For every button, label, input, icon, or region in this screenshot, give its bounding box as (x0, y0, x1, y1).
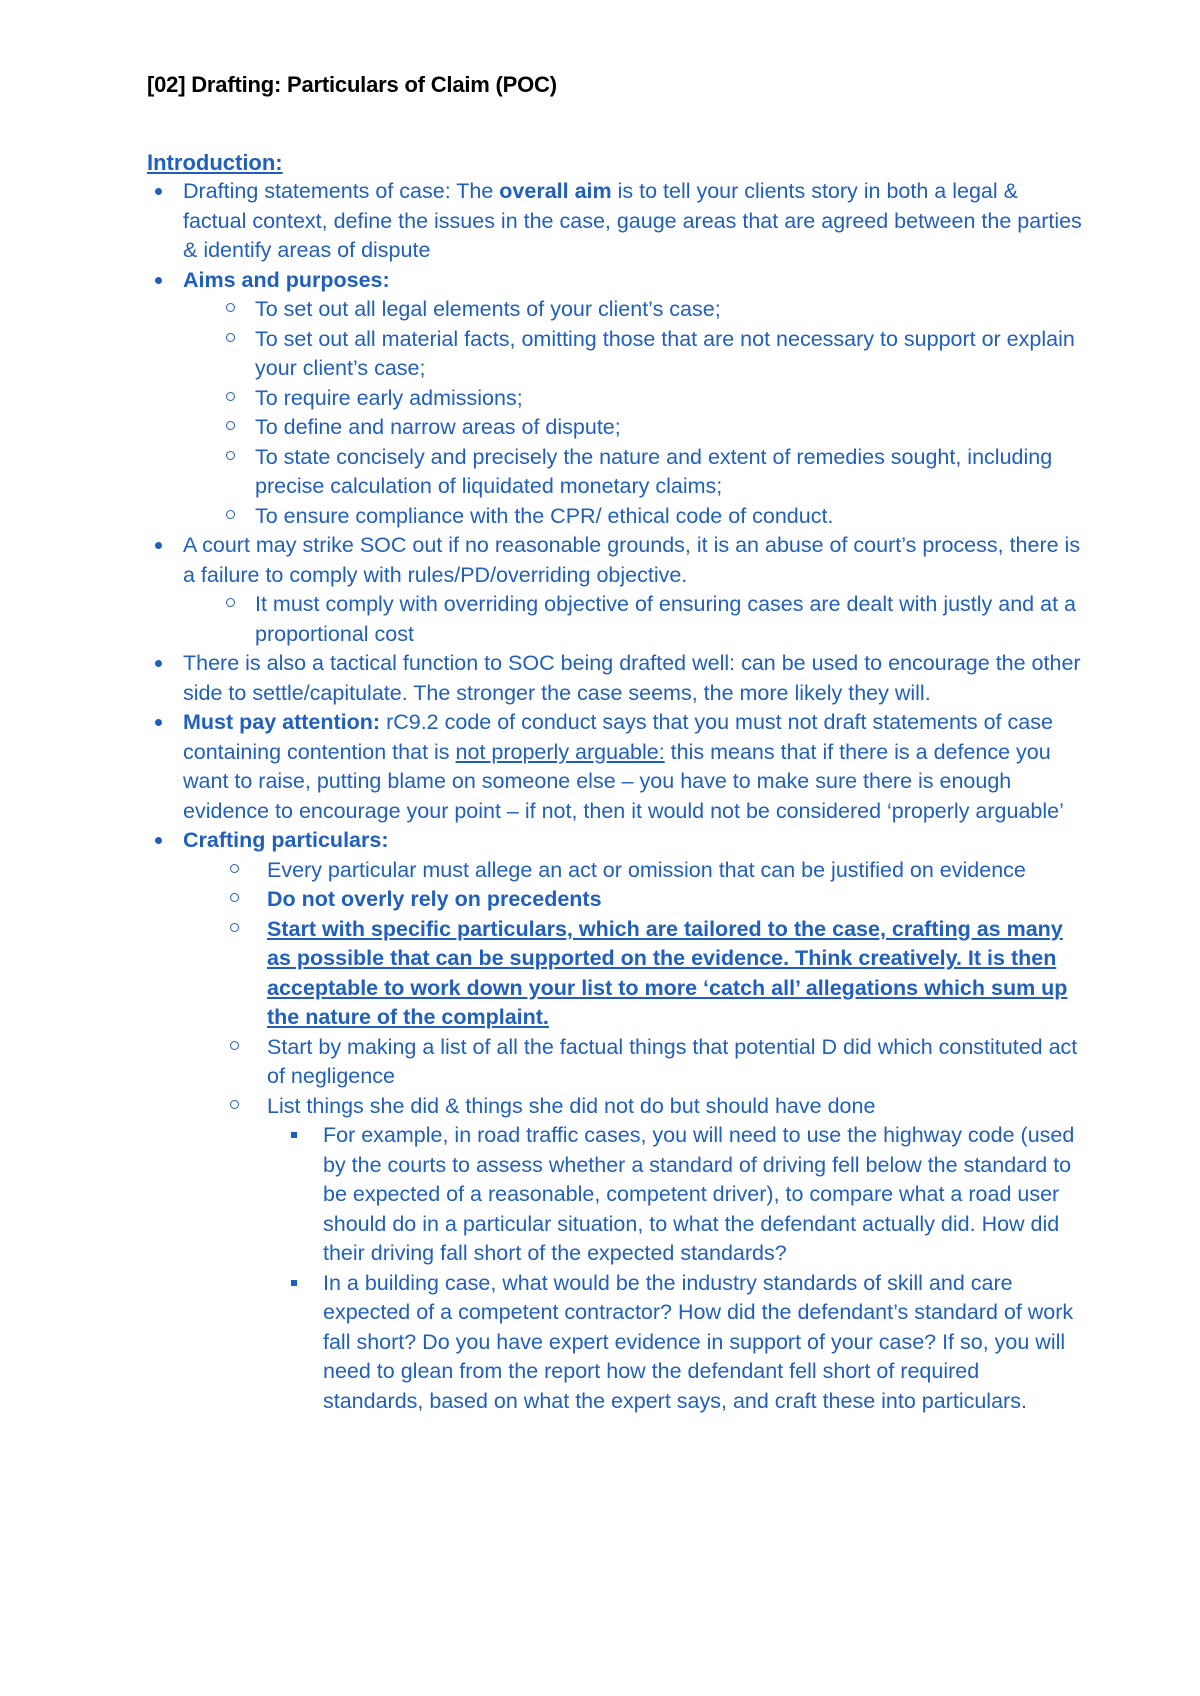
bullet-strike-out (147, 531, 1082, 649)
sub-item: It must comply with overriding objective of ensuring cases are dealt with justly and at a proportional cost (219, 590, 1082, 649)
bullet-must-pay-attention (147, 708, 1082, 826)
bullet-tactical-function: There is also a tactical function to SOC being drafted well: can be used to encourage the other side to settle/capitulate. The stronger the case seems, the more likely they will. (147, 649, 1082, 708)
sub-item: To set out all legal elements of your client’s case; (219, 295, 1082, 325)
bullet-text: this means that if there is a defence you want to raise, putting blame on someone else – you have to make sure there is enough evidence to encourage your point – if not, then it would not be considered ‘properly arguable’ (183, 739, 1064, 823)
sub-list-aims (219, 295, 1082, 531)
underlined-text: not properly arguable: (455, 739, 665, 764)
example-item: For example, in road traffic cases, you will need to use the highway code (used by the courts to assess whether a standard of driving fell below the standard to be expected of a reasonable, competent driver), to compare what a road user should do in a particular situation, to what the defendant actually did. How did their driving fall short of the expected standards? (275, 1121, 1082, 1269)
sub-list-crafting (219, 856, 1082, 1417)
bullet-heading: Aims and purposes: (183, 267, 390, 292)
document-body (147, 177, 1082, 1416)
sub-item-text: List things she did & things she did not do but should have done (267, 1093, 876, 1118)
section-heading-introduction: Introduction: (147, 150, 283, 175)
sub-list-strike-out (219, 590, 1082, 649)
document-title: [02] Drafting: Particulars of Claim (POC) (147, 72, 557, 97)
sub-item (219, 1092, 1082, 1417)
bullet-aims-purposes (147, 266, 1082, 532)
sub-item: Do not overly rely on precedents (219, 885, 1082, 915)
sub-item: To define and narrow areas of dispute; (219, 413, 1082, 443)
sub-item: Start with specific particulars, which are tailored to the case, crafting as many as possible that can be supported on the evidence. Think creatively. It is then acceptable to work down your list to more ‘catch all’ allegations which sum up the nature of the complaint. (219, 915, 1082, 1033)
bullet-overall-aim (147, 177, 1082, 266)
bullet-heading: Crafting particulars: (183, 828, 389, 852)
sub-item: To state concisely and precisely the nature and extent of remedies sought, including precise calculation of liquidated monetary claims; (219, 443, 1082, 502)
bullet-text: Drafting statements of case: The (183, 179, 500, 203)
example-list (275, 1121, 1082, 1416)
bullet-text: A court may strike SOC out if no reasonable grounds, it is an abuse of court’s process, there is a failure to comply with rules/PD/overriding objective. (183, 533, 1081, 587)
sub-item: Start by making a list of all the factual things that potential D did which constituted act of negligence (219, 1033, 1082, 1092)
bullet-crafting-particulars (147, 826, 1082, 1416)
sub-item: To set out all material facts, omitting those that are not necessary to support or explain your client’s case; (219, 325, 1082, 384)
sub-item: To ensure compliance with the CPR/ ethical code of conduct. (219, 502, 1082, 532)
bullet-text: rC9.2 code of conduct says that you must not draft statements of case containing contention that is (183, 710, 1053, 764)
bold-text: Must pay attention: (183, 710, 381, 734)
example-item: In a building case, what would be the industry standards of skill and care expected of a competent contractor? How did the defendant’s standard of work fall short? Do you have expert evidence in support of your case? If so, you will need to glean from the report how the defendant fell short of required standards, based on what the expert says, and craft these into particulars. (275, 1269, 1082, 1417)
bullet-text: is to tell your clients story in both a legal & factual context, define the issues in the case, gauge areas that are agreed between the parties & identify areas of dispute (183, 179, 1082, 262)
main-bullet-list (147, 177, 1082, 1416)
sub-item: Every particular must allege an act or omission that can be justified on evidence (219, 856, 1082, 886)
bold-text: overall aim (499, 179, 612, 203)
sub-item: To require early admissions; (219, 384, 1082, 414)
